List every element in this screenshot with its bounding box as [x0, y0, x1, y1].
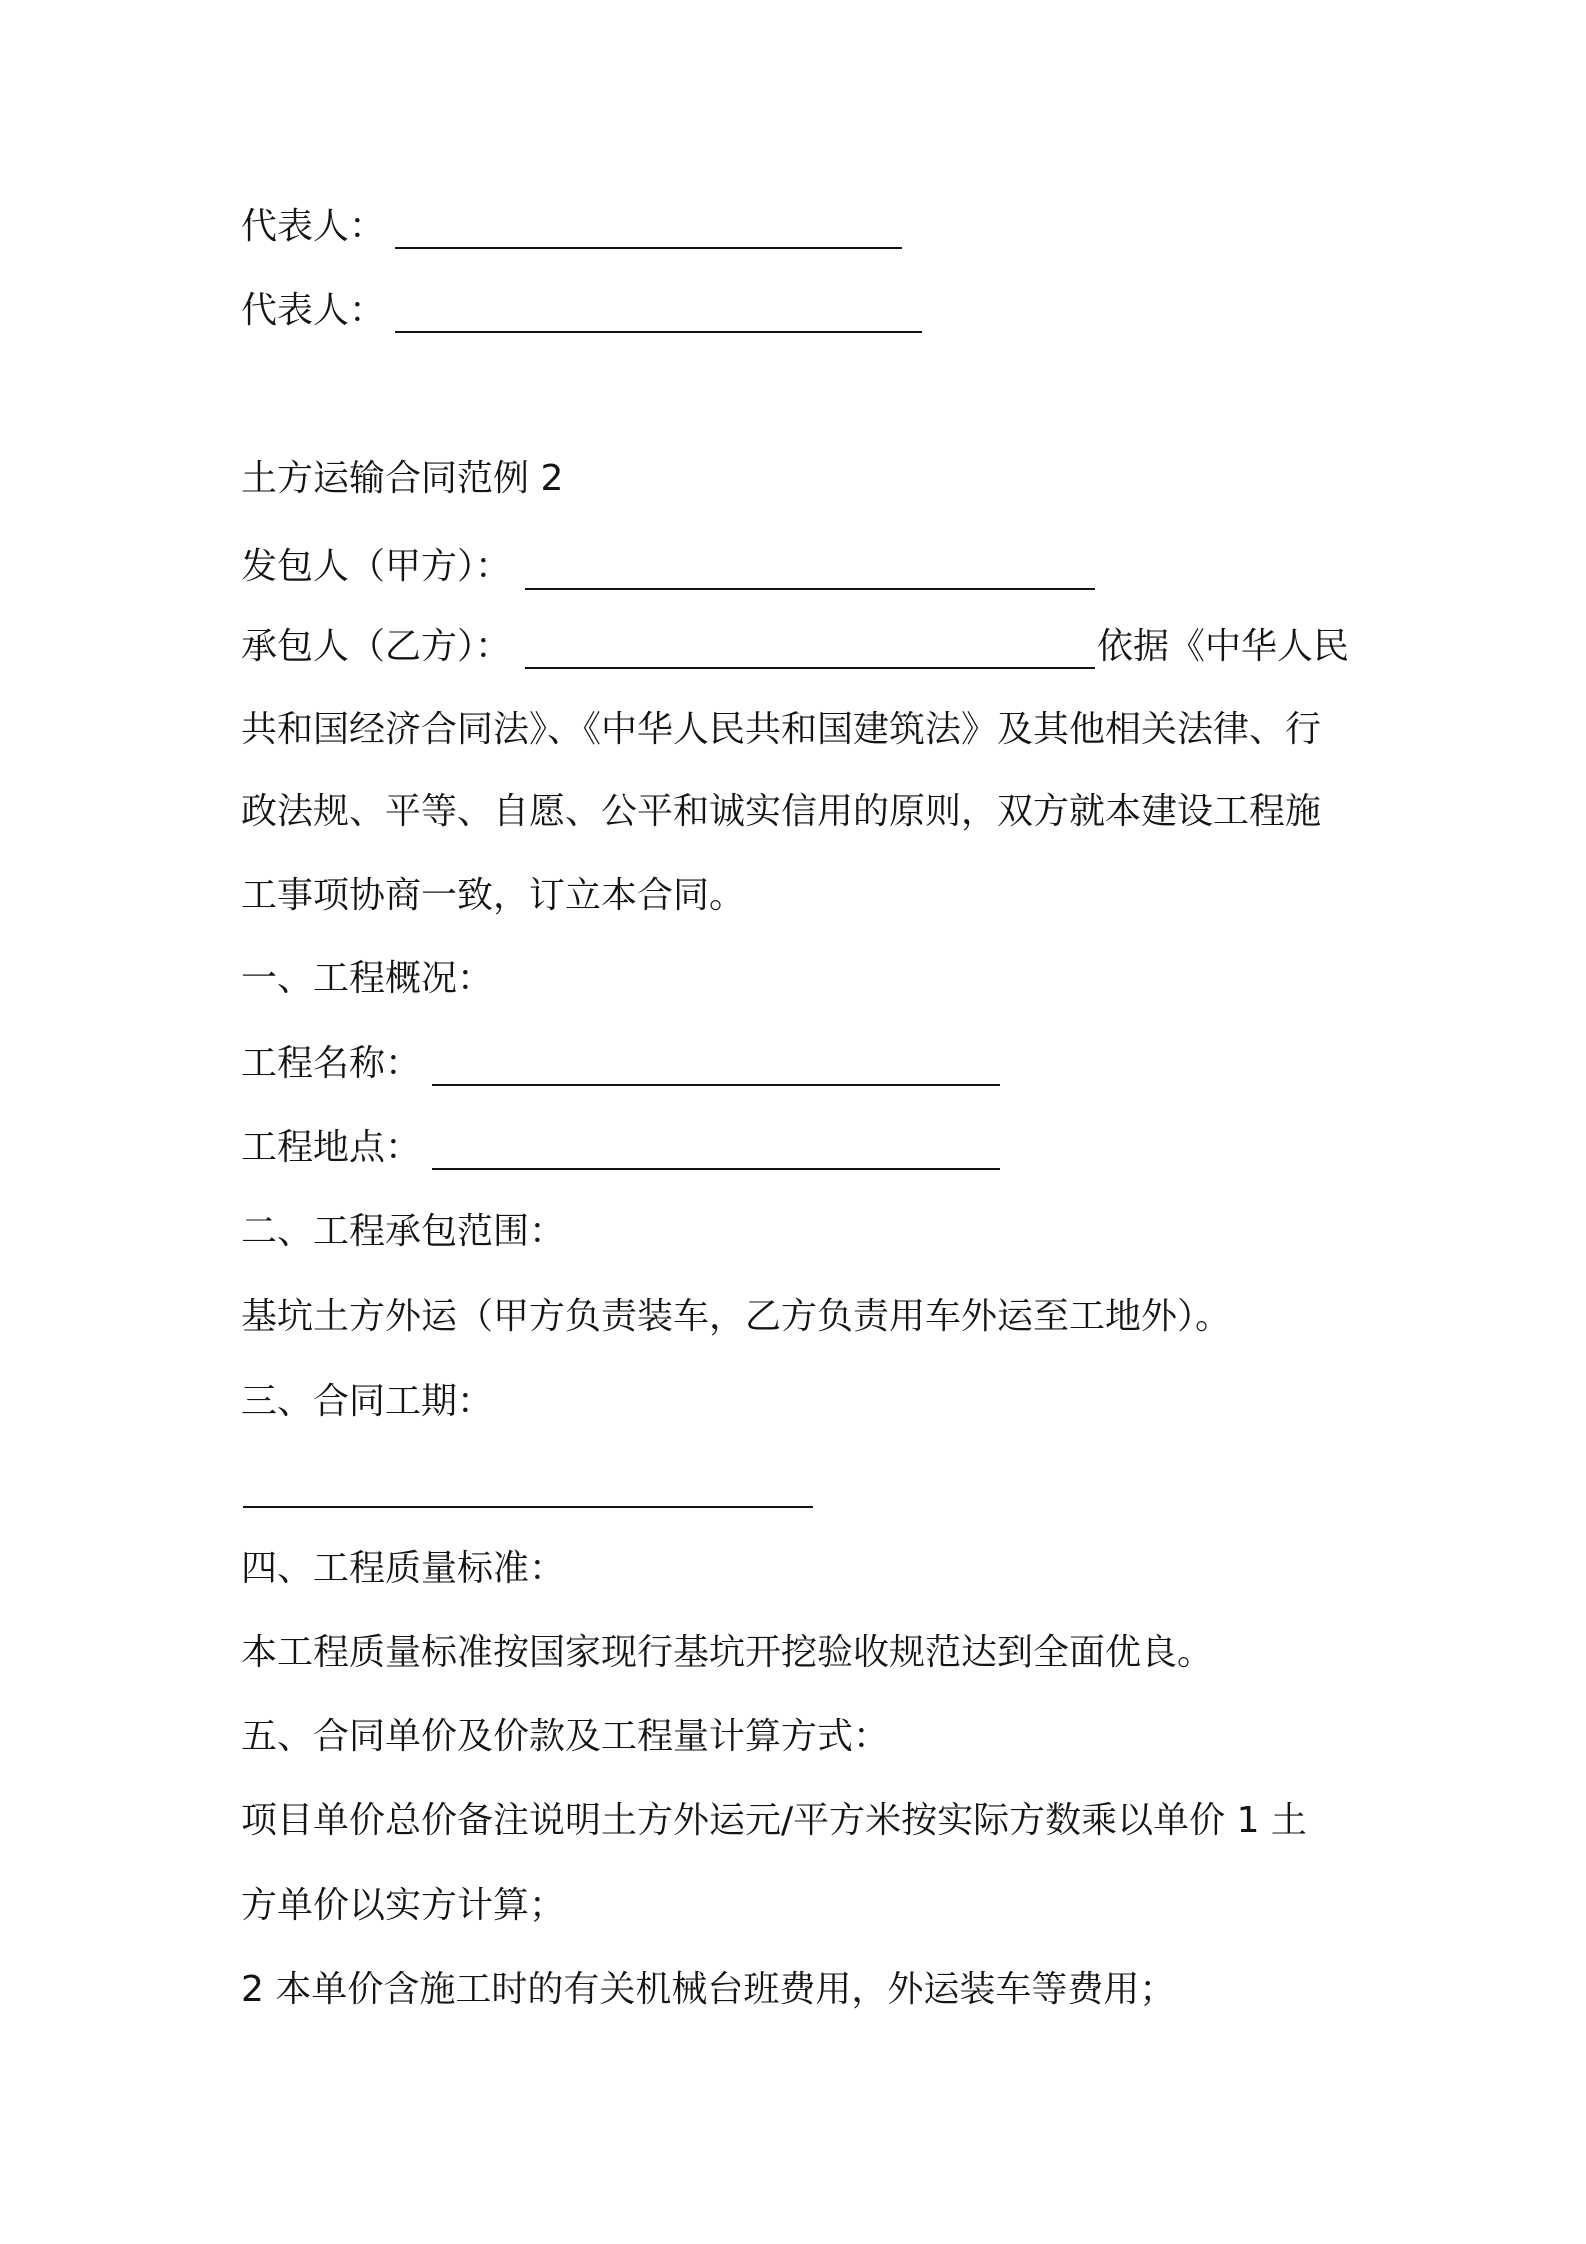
representative-blank-1[interactable] [395, 247, 902, 249]
duration-blank[interactable] [243, 1506, 813, 1508]
party-a-blank[interactable] [525, 588, 1095, 590]
price-line-3: 2 本单价含施工时的有关机械台班费用，外运装车等费用； [241, 1969, 1176, 2010]
section-title: 土方运输合同范例 2 [241, 458, 564, 499]
heading-duration: 三、合同工期： [241, 1381, 494, 1422]
representative-label-1: 代表人： [241, 206, 386, 247]
heading-quality: 四、工程质量标准： [241, 1548, 566, 1589]
scope-text: 基坑土方外运（甲方负责装车，乙方负责用车外运至工地外）。 [241, 1296, 1232, 1337]
intro-line-3: 政法规、平等、自愿、公平和诚实信用的原则，双方就本建设工程施 [241, 791, 1322, 832]
heading-project-overview: 一、工程概况： [241, 958, 494, 999]
price-line-2: 方单价以实方计算； [241, 1885, 566, 1926]
representative-label-2: 代表人： [241, 290, 386, 331]
heading-scope: 二、工程承包范围： [241, 1211, 566, 1252]
price-line-1: 项目单价总价备注说明土方外运元/平方米按实际方数乘以单价 1 土 [241, 1800, 1307, 1841]
party-b-label: 承包人（乙方）： [241, 626, 512, 667]
party-a-label: 发包人（甲方）： [241, 546, 512, 587]
project-location-blank[interactable] [432, 1168, 1000, 1170]
heading-price: 五、合同单价及价款及工程量计算方式： [241, 1716, 890, 1757]
quality-text: 本工程质量标准按国家现行基坑开挖验收规范达到全面优良。 [241, 1632, 1214, 1673]
intro-line-2: 共和国经济合同法》、《中华人民共和国建筑法》及其他相关法律、行 [241, 709, 1322, 750]
project-name-blank[interactable] [432, 1084, 1000, 1086]
project-location-label: 工程地点： [241, 1127, 422, 1168]
representative-blank-2[interactable] [395, 331, 922, 333]
intro-line-4: 工事项协商一致，订立本合同。 [241, 875, 746, 916]
project-name-label: 工程名称： [241, 1043, 422, 1084]
intro-tail: 依据《中华人民 [1097, 626, 1350, 667]
party-b-blank[interactable] [525, 667, 1095, 669]
